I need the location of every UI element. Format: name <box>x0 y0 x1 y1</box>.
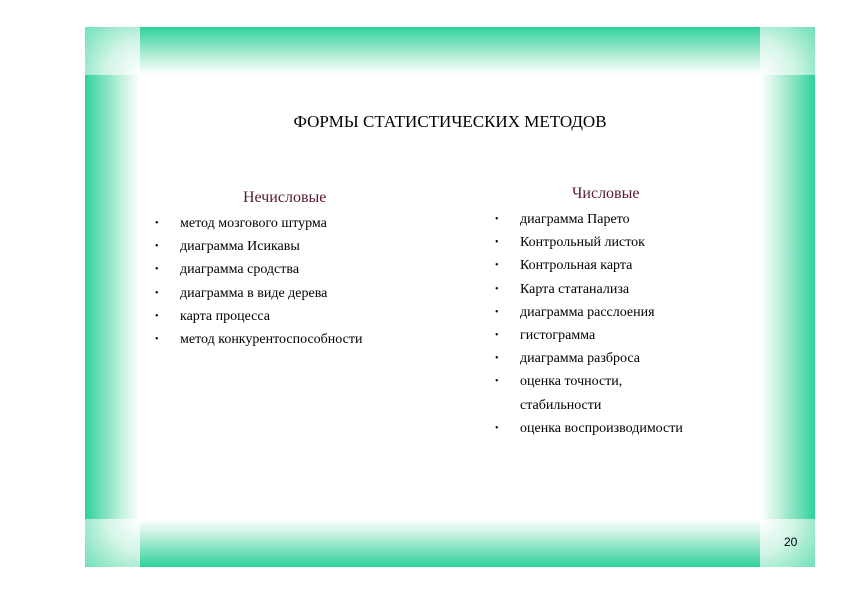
frame-corner-bottom-left <box>85 519 140 567</box>
numeric-heading: Числовые <box>572 185 640 202</box>
bullet-icon: • <box>495 214 499 225</box>
list-item: • Карта статанализа <box>520 278 750 301</box>
bullet-icon: • <box>155 334 159 346</box>
bullet-icon: • <box>495 422 499 434</box>
list-item: • диаграмма разброса <box>520 347 750 370</box>
bullet-icon: • <box>495 376 499 388</box>
bullet-icon: • <box>155 264 159 276</box>
frame-top-bar <box>140 27 760 75</box>
bullet-icon: • <box>495 237 499 249</box>
frame-left-bar <box>85 75 140 519</box>
bullet-icon: • <box>495 306 499 318</box>
frame-right-bar <box>760 75 815 519</box>
frame-bottom-bar <box>140 519 760 567</box>
list-item: • диаграмма в виде дерева <box>180 282 440 305</box>
frame-corner-top-right <box>760 27 815 75</box>
non-numeric-methods-list <box>155 212 440 351</box>
list-item: • Контрольный листок <box>520 231 750 254</box>
list-item: • оценка воспроизводимости <box>520 417 750 440</box>
list-item: • оценка точности, стабильности <box>520 370 660 416</box>
frame-corner-top-left <box>85 27 140 75</box>
numeric-methods-list <box>495 208 750 440</box>
bullet-icon: • <box>155 241 159 253</box>
list-item: • Контрольная карта <box>520 254 750 277</box>
bullet-icon: • <box>495 260 499 272</box>
bullet-icon: • <box>155 218 159 229</box>
bullet-icon: • <box>495 330 499 342</box>
non-numeric-heading: Нечисловые <box>243 189 327 206</box>
bullet-icon: • <box>495 283 499 295</box>
list-item: • диаграмма сродства <box>180 258 440 281</box>
list-item: • гистограмма <box>520 324 750 347</box>
list-item: • карта процесса <box>180 305 440 328</box>
page-number: 20 <box>784 535 798 549</box>
list-item: • диаграмма Парето <box>520 208 750 231</box>
list-item: • диаграмма Исикавы <box>180 235 440 258</box>
slide-title: ФОРМЫ СТАТИСТИЧЕСКИХ МЕТОДОВ <box>293 112 607 131</box>
list-item: • метод конкурентоспособности <box>180 328 440 351</box>
list-item: • метод мозгового штурма <box>180 212 440 235</box>
bullet-icon: • <box>155 310 159 322</box>
bullet-icon: • <box>495 353 499 365</box>
bullet-icon: • <box>155 287 159 299</box>
list-item: • диаграмма расслоения <box>520 301 750 324</box>
